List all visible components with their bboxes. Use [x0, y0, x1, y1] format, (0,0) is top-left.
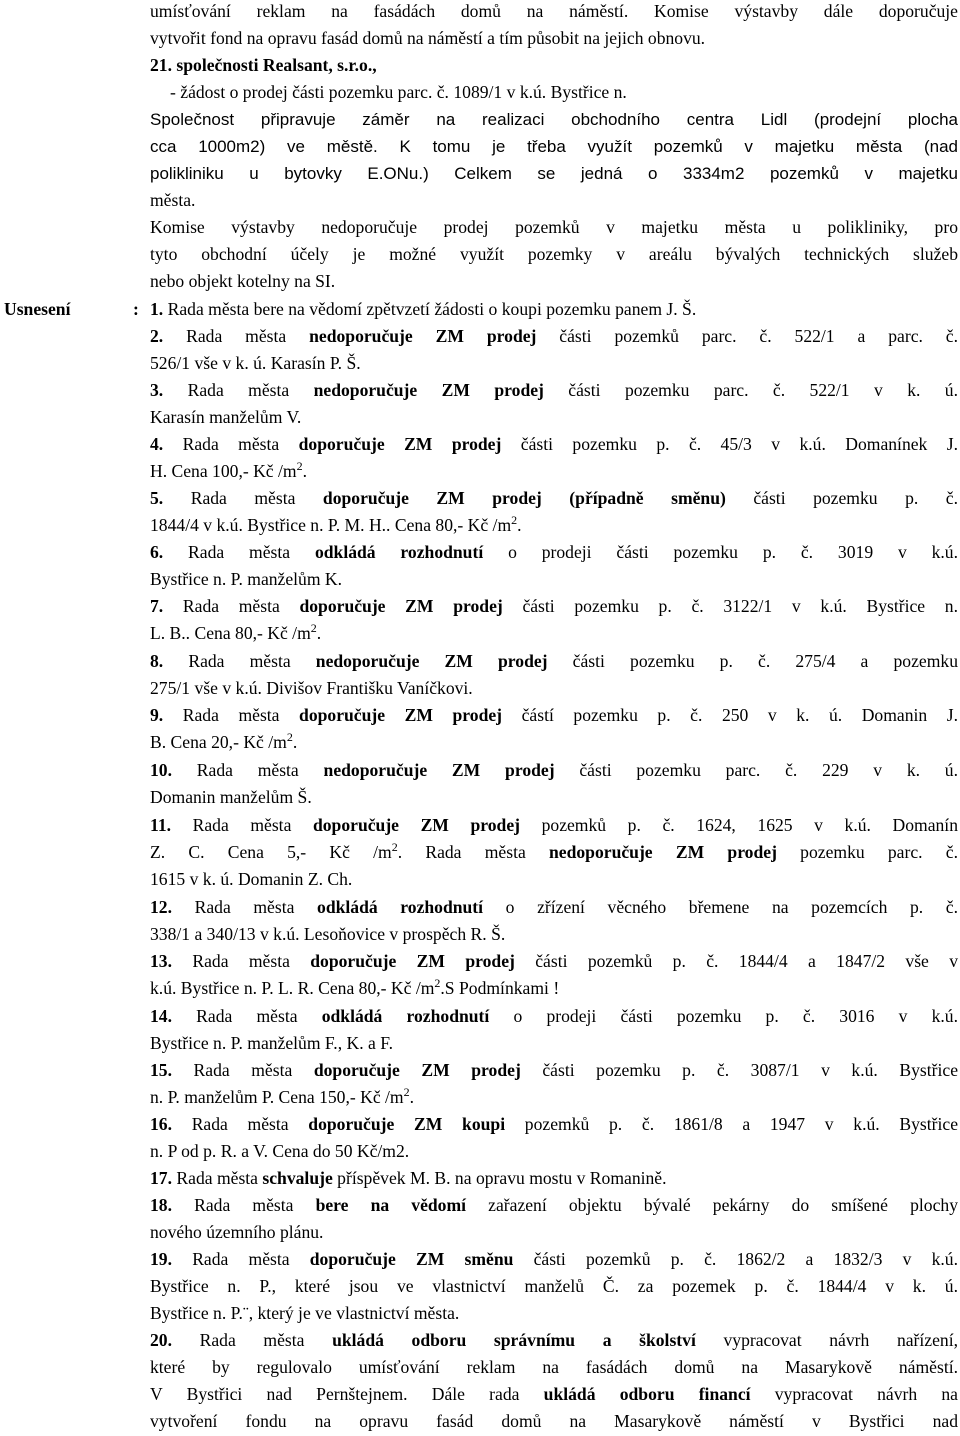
item-text: Rada města bere na vědomí zpětvzetí žádosti o koupi pozemku panem J. Š. [163, 299, 697, 319]
item-text: Rada města [163, 380, 314, 400]
resolution-item [150, 648, 958, 675]
item-number: 15. [150, 1060, 172, 1080]
item-text: . [316, 623, 322, 643]
item-text: Rada města [172, 951, 311, 971]
superscript: 2 [310, 621, 317, 636]
item-text: části pozemků p. č. 1862/2 a 1832/3 v k.ú. [513, 1249, 958, 1269]
item-text: . [409, 1087, 415, 1107]
item-text: .S Podmínkami ! [440, 978, 560, 998]
item-decision: odkládá rozhodnutí [317, 897, 484, 917]
item-text: části pozemku p. č. 3122/1 v k.ú. Bystřice n. [502, 596, 958, 616]
resolution-item [150, 431, 958, 458]
resolution-item-cont: 526/1 vše v k. ú. Karasín P. Š. [150, 353, 361, 373]
item-text: . Rada města [397, 842, 549, 862]
resolution-item [150, 485, 958, 512]
item-decision: schvaluje [262, 1168, 333, 1188]
resolution-item [150, 1057, 958, 1084]
resolution-item-cont: 1615 v k. ú. Domanin Z. Ch. [150, 869, 353, 889]
item-decision: nedoporučuje ZM prodej [549, 842, 777, 862]
item-number: 4. [150, 434, 164, 454]
intro-line: Komise výstavby nedoporučuje prodej pozemků v majetku města u polikliniky, pro [150, 217, 958, 237]
item-text: Rada města [172, 1330, 333, 1350]
item-number: 8. [150, 651, 164, 671]
item-number: 13. [150, 951, 172, 971]
resolution-item-cont [150, 839, 958, 866]
item-number: 5. [150, 488, 164, 508]
superscript: 2 [434, 976, 441, 991]
resolution-item [150, 702, 958, 729]
resolution-item [150, 1003, 958, 1030]
item-decision: ukládá odboru financí [543, 1384, 751, 1404]
resolution-item [150, 1327, 958, 1354]
intro-line: města. [150, 190, 196, 210]
item-text: . [292, 732, 298, 752]
superscript: 2 [296, 459, 303, 474]
item-decision: doporučuje ZM prodej [299, 705, 503, 725]
item-text: L. B.. Cena 80,- Kč /m [150, 623, 311, 643]
item-number: 3. [150, 380, 164, 400]
item-text: Rada města [163, 488, 323, 508]
superscript: 2 [511, 513, 518, 528]
item-decision: doporučuje ZM prodej [299, 596, 503, 616]
item-text: Rada města [172, 1114, 309, 1134]
item-text: . [517, 515, 522, 535]
item-number: 11. [150, 815, 172, 835]
item-decision: doporučuje ZM koupi [308, 1114, 506, 1134]
resolution-item [150, 948, 958, 975]
resolution-item-cont: vytvoření fondu na opravu fasád domů na Masarykově náměstí v Bystřici nad [150, 1411, 958, 1431]
resolution-item [150, 812, 958, 839]
item-decision: odkládá rozhodnutí [321, 1006, 490, 1026]
item-decision: ukládá odboru správnímu a školství [332, 1330, 696, 1350]
item-decision: odkládá rozhodnutí [314, 542, 484, 562]
item-text: části pozemku p. č. 3087/1 v k.ú. Bystřice [520, 1060, 958, 1080]
item-text: části pozemku p. č. [725, 488, 958, 508]
item-text: V Bystřici nad Pernštejnem. Dále rada [150, 1384, 544, 1404]
intro-line: polikliniku u bytovky E.ONu.) Celkem se jedná o 3334m2 pozemků v majetku [150, 164, 958, 183]
resolution-item-cont: Bystřice n. P.¨, který je ve vlastnictví města. [150, 1303, 460, 1323]
resolution-item-cont [150, 512, 522, 539]
resolution-item [150, 1111, 958, 1138]
resolution-item-cont [150, 458, 307, 485]
item-text: části pozemku parc. č. 522/1 v k. ú. [543, 380, 959, 400]
resolution-item-cont: které by regulovalo umísťování reklam na fasádách domů na Masarykově náměstí. [150, 1357, 958, 1377]
item-text: části pozemků parc. č. 522/1 a parc. č. [536, 326, 959, 346]
item-decision: doporučuje ZM směnu [309, 1249, 514, 1269]
item-text: vypracovat návrh nařízení, [695, 1330, 958, 1350]
item-decision: nedoporučuje ZM prodej [315, 651, 548, 671]
item-number: 6. [150, 542, 164, 562]
item-text: Rada města [163, 434, 299, 454]
item-text: části pozemku parc. č. 229 v k. ú. [554, 760, 958, 780]
item-text: části pozemků p. č. 1844/4 a 1847/2 vše v [514, 951, 959, 971]
item-decision: doporučuje ZM prodej [298, 434, 502, 454]
resolution-item-cont: Domanin manželům Š. [150, 787, 312, 807]
item-text: vypracovat návrh na [750, 1384, 958, 1404]
heading-text: 21. společnosti Realsant, s.r.o., [150, 55, 377, 75]
resolution-item [150, 757, 958, 784]
item-text: o prodeji části pozemku p. č. 3016 v k.ú. [489, 1006, 959, 1026]
superscript: 2 [391, 840, 398, 855]
item-text: Rada města [163, 596, 300, 616]
item-text: Rada města [172, 1060, 314, 1080]
item-text: Rada města [172, 897, 318, 917]
resolution-item [150, 1192, 958, 1219]
superscript: 2 [403, 1085, 410, 1100]
superscript: 2 [286, 730, 293, 745]
item-text: pozemků p. č. 1624, 1625 v k.ú. Domanín [520, 815, 958, 835]
item-text: o zřízení věcného břemene na pozemcích p. č. [483, 897, 959, 917]
item-number: 10. [150, 760, 172, 780]
item-text: pozemku parc. č. [776, 842, 958, 862]
item-text: Rada města [163, 326, 310, 346]
resolution-item [150, 323, 958, 350]
item-text: částí pozemku p. č. 250 v k. ú. Domanin J. [502, 705, 958, 725]
item-text: Rada města [163, 705, 300, 725]
item-text: Rada města [172, 1006, 322, 1026]
resolution-item-cont: Bystřice n. P. manželům F., K. a F. [150, 1033, 393, 1053]
item-number: 12. [150, 897, 172, 917]
item-text: 1844/4 v k.ú. Bystřice n. P. M. H.. Cena 80,- Kč /m [150, 515, 512, 535]
item-number: 1. [150, 299, 164, 319]
item-text: pozemků p. č. 1861/8 a 1947 v k.ú. Bystřice [505, 1114, 958, 1134]
item-decision: doporučuje ZM prodej [310, 951, 515, 971]
intro-line: tyto obchodní účely je možné využít pozemky v areálu bývalých technických služeb [150, 244, 958, 264]
resolution-item-cont: nového územního plánu. [150, 1222, 324, 1242]
item-number: 14. [150, 1006, 172, 1026]
intro-line: nebo objekt kotelny na SI. [150, 271, 336, 291]
resolution-colon: : [133, 299, 139, 319]
item-text: části pozemku p. č. 45/3 v k.ú. Domanínek J. [501, 434, 959, 454]
resolution-item-cont: 275/1 vše v k.ú. Divišov Františku Vaníčkovi. [150, 678, 473, 698]
item-number: 18. [150, 1195, 172, 1215]
item-text: příspěvek M. B. na opravu mostu v Romanině. [332, 1168, 667, 1188]
item-number: 2. [150, 326, 164, 346]
item-text: H. Cena 100,- Kč /m [150, 461, 297, 481]
item-text: B. Cena 20,- Kč /m [150, 732, 287, 752]
resolution-item [150, 296, 696, 323]
item-text: Z. C. Cena 5,- Kč /m [150, 842, 392, 862]
item-decision: nedoporučuje ZM prodej [313, 380, 544, 400]
item-decision: bere na vědomí [315, 1195, 467, 1215]
item-text: k.ú. Bystřice n. P. L. R. Cena 80,- Kč /m [150, 978, 435, 998]
resolution-item-cont: n. P od p. R. a V. Cena do 50 Kč/m2. [150, 1141, 410, 1161]
resolution-label: Usnesení [4, 299, 71, 319]
resolution-item [150, 593, 958, 620]
resolution-item [150, 539, 958, 566]
item-number: 19. [150, 1249, 172, 1269]
resolution-item-cont [150, 975, 559, 1002]
resolution-item [150, 1246, 958, 1273]
resolution-item-cont [150, 620, 321, 647]
intro-line: Společnost připravuje záměr na realizaci obchodního centra Lidl (prodejní plocha [150, 110, 958, 129]
item-text: n. P. manželům P. Cena 150,- Kč /m [150, 1087, 404, 1107]
resolution-item [150, 894, 958, 921]
resolution-item [150, 377, 958, 404]
resolution-item-cont [150, 1084, 414, 1111]
resolution-item-cont [150, 729, 297, 756]
item-text: Rada města [172, 1249, 310, 1269]
item-number: 20. [150, 1330, 172, 1350]
resolution-item-cont: Bystřice n. P., které jsou ve vlastnictví manželů Č. za pozemek p. č. 1844/4 v k. ú. [150, 1276, 958, 1296]
intro-line: umísťování reklam na fasádách domů na náměstí. Komise výstavby dále doporučuje [150, 1, 958, 21]
item-decision: nedoporučuje ZM prodej [323, 760, 555, 780]
item-text: o prodeji části pozemku p. č. 3019 v k.ú. [483, 542, 959, 562]
resolution-item-cont: 338/1 a 340/13 v k.ú. Lesoňovice v prospěch R. Š. [150, 924, 506, 944]
resolution-item [150, 1165, 667, 1192]
resolution-item-cont [150, 1381, 958, 1408]
intro-line: vytvořit fond na opravu fasád domů na náměstí a tím působit na jejich obnovu. [150, 28, 706, 48]
item-text: Rada města [171, 815, 313, 835]
item-number: 7. [150, 596, 164, 616]
item-number: 16. [150, 1114, 172, 1134]
item-number: 17. [150, 1168, 172, 1188]
item-decision: doporučuje ZM prodej [313, 1060, 521, 1080]
item-text: zařazení objektu bývalé pekárny do smíšené plochy [466, 1195, 958, 1215]
item-number: 9. [150, 705, 164, 725]
item-text: Rada města [172, 1168, 263, 1188]
item-text: Rada města [172, 760, 324, 780]
intro-line: - žádost o prodej části pozemku parc. č. 1089/1 v k.ú. Bystřice n. [170, 82, 627, 102]
item-decision: doporučuje ZM prodej [312, 815, 521, 835]
section-heading [150, 52, 377, 79]
item-text: části pozemku p. č. 275/4 a pozemku [547, 651, 958, 671]
intro-line: cca 1000m2) ve městě. K tomu je třeba využít pozemků v majetku města (nad [150, 137, 958, 156]
item-decision: doporučuje ZM prodej (případně směnu) [322, 488, 726, 508]
resolution-item-cont: Bystřice n. P. manželům K. [150, 569, 343, 589]
item-text: Rada města [163, 542, 315, 562]
item-text: Rada města [163, 651, 316, 671]
item-text: Rada města [172, 1195, 316, 1215]
item-text: . [302, 461, 307, 481]
resolution-item-cont: Karasín manželům V. [150, 407, 302, 427]
item-decision: nedoporučuje ZM prodej [309, 326, 537, 346]
